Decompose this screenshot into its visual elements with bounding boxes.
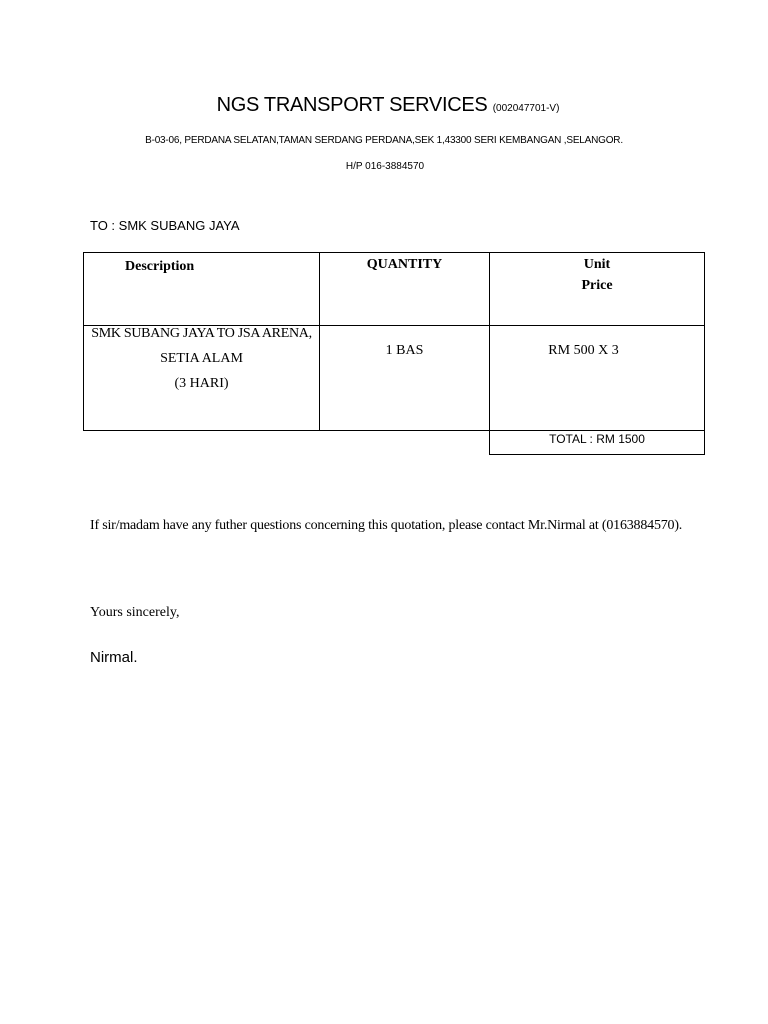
header-unit: Unit <box>583 257 611 272</box>
company-name: NGS TRANSPORT SERVICES <box>216 94 488 116</box>
row-quantity: 1 BAS <box>385 343 424 358</box>
row-description-line-2: SETIA ALAM <box>160 351 243 366</box>
row-unit-price: RM 500 X 3 <box>548 343 619 358</box>
total-border-bottom <box>489 454 705 455</box>
recipient-line: TO : SMK SUBANG JAYA <box>90 218 240 233</box>
row-description-line-3: (3 HARI) <box>174 376 229 391</box>
company-registration: (002047701-V) <box>492 103 560 114</box>
header-description: Description <box>125 259 195 274</box>
table-border-right <box>704 252 705 455</box>
company-phone: H/P 016-3884570 <box>345 161 425 172</box>
signature-name: Nirmal. <box>90 649 138 666</box>
header-price: Price <box>581 278 613 293</box>
company-header <box>0 94 768 117</box>
table-col-divider-1 <box>319 252 320 431</box>
company-address: B-03-06, PERDANA SELATAN,TAMAN SERDANG PERDANA,SEK 1,43300 SERI KEMBANGAN ,SELANGOR. <box>145 135 623 146</box>
table-border-top <box>83 252 705 253</box>
contact-paragraph: If sir/madam have any futher questions concerning this quotation, please contact Mr.Nirmal at (0163884570). <box>90 518 683 533</box>
total-amount: TOTAL : RM 1500 <box>549 432 645 446</box>
header-quantity: QUANTITY <box>366 257 443 272</box>
table-border-bottom <box>83 430 705 431</box>
closing-line: Yours sincerely, <box>90 605 180 620</box>
row-description-line-1: SMK SUBANG JAYA TO JSA ARENA, <box>91 326 312 341</box>
